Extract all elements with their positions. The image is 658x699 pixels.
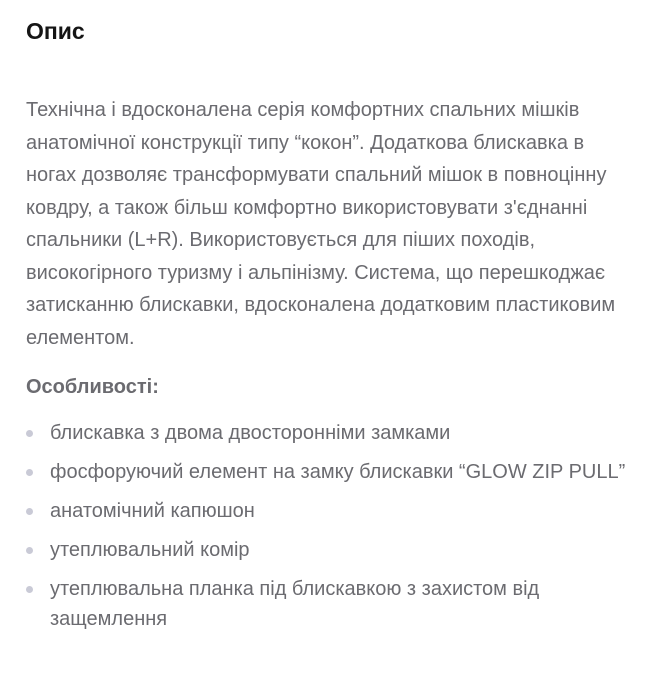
list-item	[26, 535, 640, 565]
feature-text: анатомічний капюшон	[50, 500, 255, 522]
list-item	[26, 496, 640, 526]
bullet-icon	[26, 469, 33, 476]
features-title: Особливості:	[26, 376, 159, 398]
list-item	[26, 418, 640, 448]
feature-text: утеплювальна планка під блискавкою з захистом від защемлення	[50, 578, 540, 630]
description-text: Технічна і вдосконалена серія комфортних спальних мішків анатомічної конструкції типу “кокон”. Додаткова блискавка в ногах дозволяє трансформувати спальний мішок в повноцінну ковдру, а також більш комфортно використовувати з'єднанні спальники (L+R). Використовується для піших походів, високогірного туризму і альпінізму. Система, що перешкоджає затисканню блискавки, вдосконалена додатковим пластиковим елементом.	[26, 99, 616, 349]
section-title: Опис	[26, 18, 85, 44]
bullet-icon	[26, 586, 33, 593]
feature-text: блискавка з двома двосторонніми замками	[50, 422, 451, 444]
bullet-icon	[26, 508, 33, 515]
list-item	[26, 457, 640, 487]
features-list	[26, 418, 646, 634]
list-item	[26, 574, 640, 634]
feature-text: утеплювальний комір	[50, 539, 250, 561]
bullet-icon	[26, 430, 33, 437]
feature-text: фосфоруючий елемент на замку блискавки “GLOW ZIP PULL”	[50, 461, 626, 483]
bullet-icon	[26, 547, 33, 554]
